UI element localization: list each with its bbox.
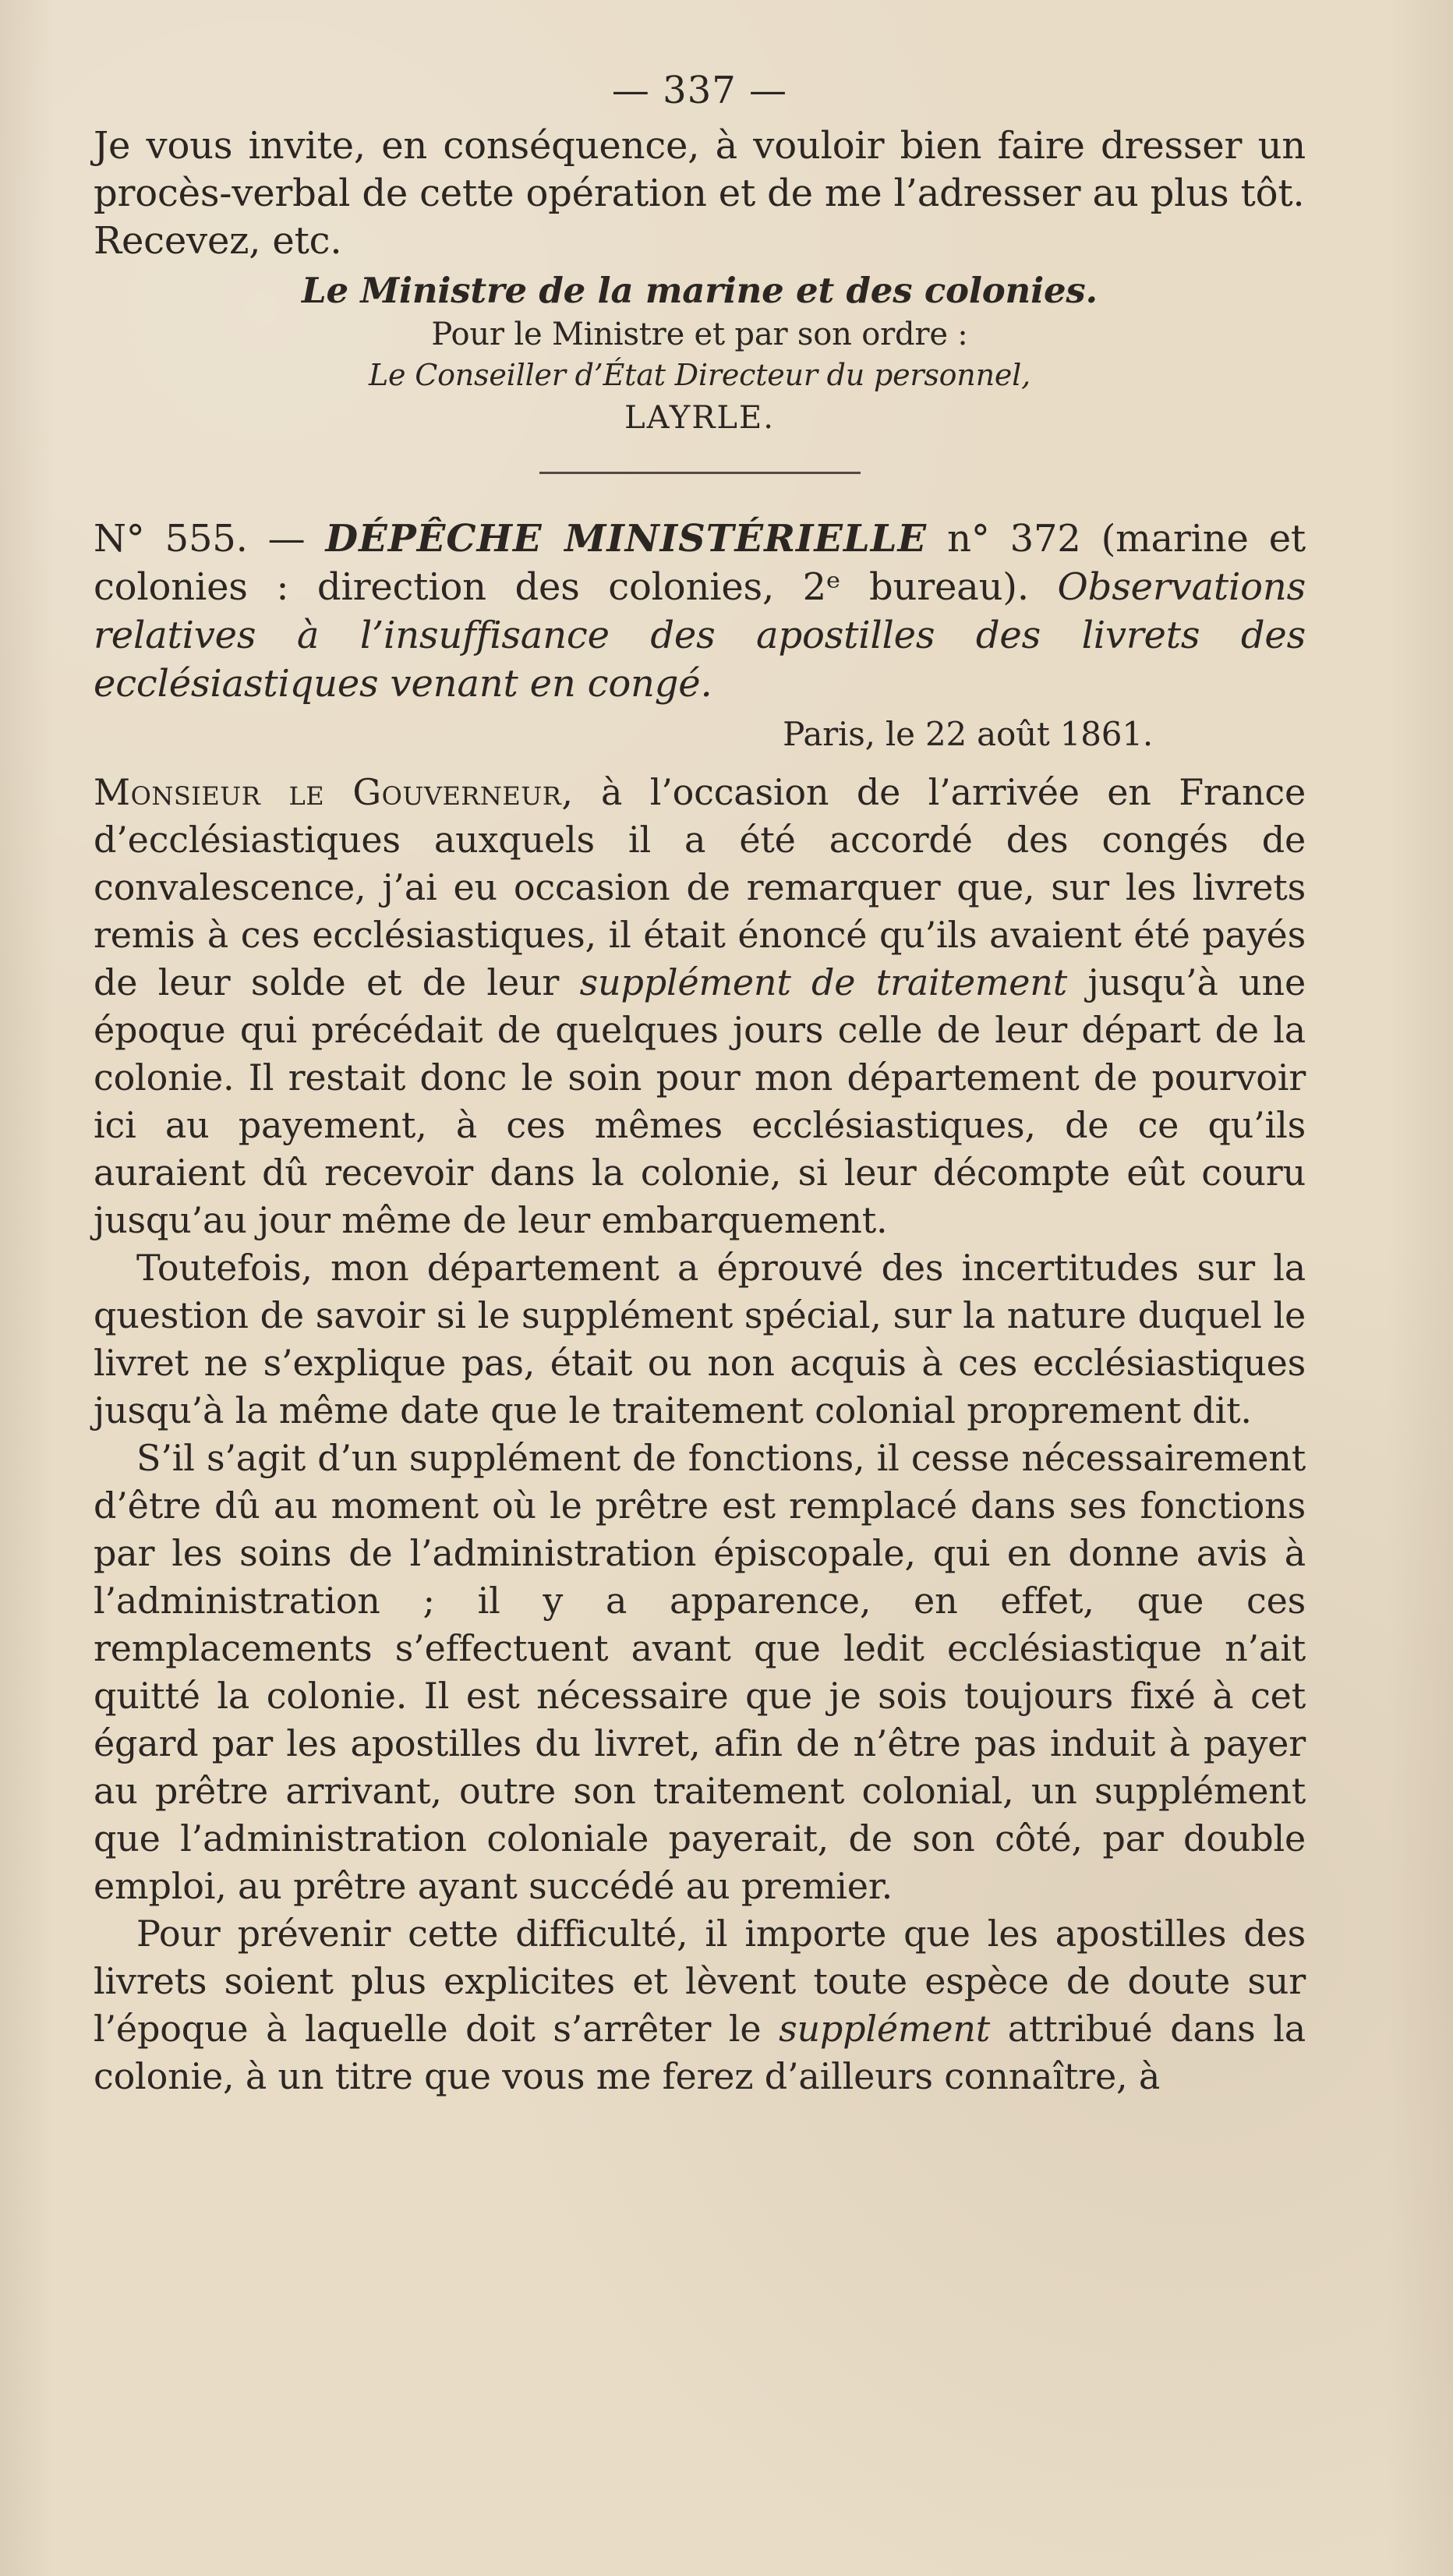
letter-paragraph-4-end: attribué dans la colonie, à un titre que vous me ferez d’ailleurs connaître, à xyxy=(94,2008,1306,2097)
dispatch-subject: Observations relatives à l’insuffisance des apostilles des livrets des ecclésiastiques venant en congé. xyxy=(94,565,1306,706)
dispatch-heading xyxy=(94,515,1306,708)
letter-paragraph-1 xyxy=(94,769,1306,1244)
letter-salutation: Monsieur le Gouverneur, xyxy=(94,771,574,813)
page-text-block xyxy=(94,67,1306,2100)
letter-paragraph-1-start: à l’occasion de l’arrivée en France d’ecclésiastiques auxquels il a été accordé des congés de convalescence, j’ai eu occasion de remarquer que, sur les livrets remis à ces ecclésiastiques, il était énoncé qu’ils avaient été payés de leur solde et de leur xyxy=(94,771,1306,1003)
signature-role: Le Conseiller d’État Directeur du personnel, xyxy=(369,358,1031,392)
section-divider xyxy=(539,472,861,474)
letter-paragraph-4-start: Pour prévenir cette difficulté, il importe que les apostilles des livrets soient plus explicites et lèvent toute espèce de doute sur l’époque à laquelle doit s’arrêter le xyxy=(94,1913,1306,2050)
letter-paragraph-4 xyxy=(94,1910,1306,2100)
dispatch-title: DÉPÊCHE MINISTÉRIELLE xyxy=(325,517,928,561)
letter-paragraph-2: Toutefois, mon département a éprouvé des incertitudes sur la question de savoir si le supplément spécial, sur la nature duquel le livret ne s’explique pas, était ou non acquis à ces ecclésiastiques jusqu’à la même date que le traitement colonial proprement dit. xyxy=(94,1247,1306,1431)
signature-name: LAYRLE. xyxy=(624,400,775,436)
letter-paragraph-4-italic: supplément xyxy=(779,2008,991,2050)
dispatch-number-prefix: N° 555. — xyxy=(94,517,306,561)
letter-paragraph-1-end: jusqu’à une époque qui précédait de quelques jours celle de leur départ de la colonie. Il restait donc le soin pour mon département de pourvoir ici au payement, à ces mêmes ecclésiastiques, de ce qu’ils auraient dû recevoir dans la colonie, si leur décompte eût couru jusqu’au jour même de leur embarquement. xyxy=(94,961,1306,1241)
dispatch-date: Paris, le 22 août 1861. xyxy=(783,715,1153,753)
closing-courtesy: Recevez, etc. xyxy=(94,219,342,263)
page-number: — 337 — xyxy=(611,69,788,112)
letter-paragraph-1-italic: supplément de traitement xyxy=(579,961,1068,1003)
dispatch-number-detail: n° 372 (marine et colonies : direction des colonies, 2ᵉ bureau). xyxy=(94,517,1306,609)
letter-paragraph-3: S’il s’agit d’un supplément de fonctions, il cesse nécessairement d’être dû au moment où le prêtre est remplacé dans ses fonctions par les soins de l’administration épiscopale, qui en donne avis à l’administration ; il y a apparence, en effet, que ces remplacements s’effectuent avant que ledit ecclésiastique n’ait quitté la colonie. Il est nécessaire que je sois toujours fixé à cet égard par les apostilles du livret, afin de n’être pas induit à payer au prêtre arrivant, outre son traitement colonial, un supplément que l’administration coloniale payerait, de son côté, par double emploi, au prêtre ayant succédé au premier. xyxy=(94,1437,1306,1907)
signature-order: Pour le Ministre et par son ordre : xyxy=(431,317,968,352)
closing-paragraph: Je vous invite, en conséquence, à vouloir bien faire dresser un procès-verbal de cette opération et de me l’adresser au plus tôt. xyxy=(94,124,1306,215)
signature-title: Le Ministre de la marine et des colonies. xyxy=(302,270,1098,311)
